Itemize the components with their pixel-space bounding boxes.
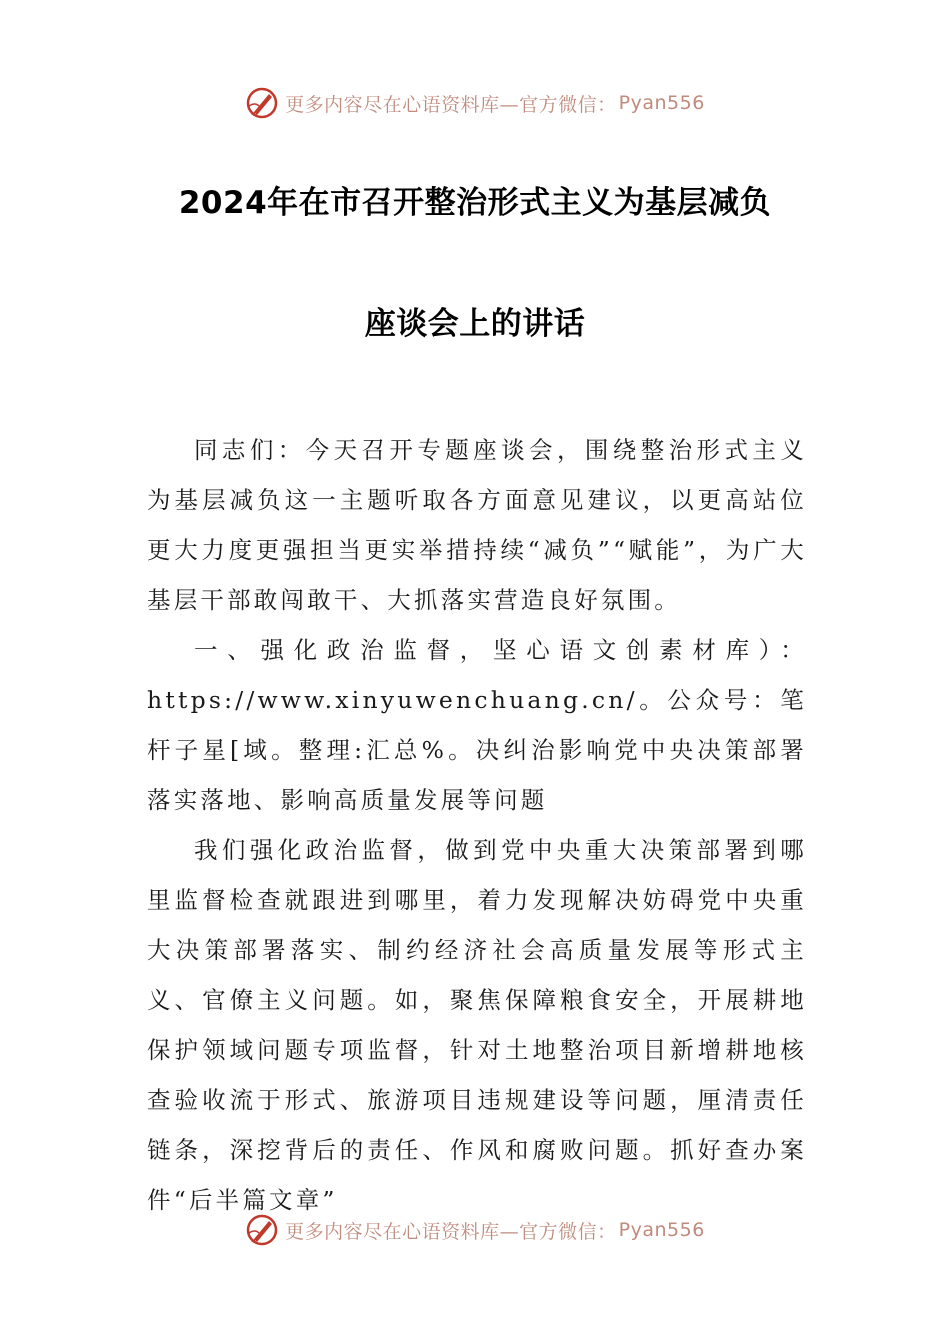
paragraph-opening: 同志们：今天召开专题座谈会，围绕整治形式主义为基层减负这一主题听取各方面意见建议，以更高站位更大力度更强担当更实举措持续“减负”“赋能”，为广大基层干部敢闯敢干、大抓落实营造良好氛围。: [147, 436, 807, 614]
header-wechat-id: Pyan556: [618, 92, 705, 114]
document-title-line2: 座谈会上的讲话: [364, 306, 586, 342]
pen-logo-icon: [245, 1213, 279, 1247]
header-watermark-banner: [0, 83, 950, 123]
footer-wechat-id: Pyan556: [618, 1219, 705, 1241]
document-title-line1: 2024年在市召开整治形式主义为基层减负: [178, 185, 772, 221]
paragraph-section-heading: 一、强化政治监督，坚心语文创素材库）：https://www.xinyuwenchuang.cn/。公众号：笔杆子星[域。整理:汇总%。决纠治影响党中央决策部署落实落地、影响高质量发展等问题: [147, 636, 807, 814]
footer-watermark-banner: [0, 1210, 950, 1250]
footer-banner-text: 更多内容尽在心语资料库—官方微信：: [285, 1220, 617, 1243]
paragraph-body: 我们强化政治监督，做到党中央重大决策部署到哪里监督检查就跟进到哪里，着力发现解决妨碍党中央重大决策部署落实、制约经济社会高质量发展等形式主义、官僚主义问题。如，聚焦保障粮食安全，开展耕地保护领域问题专项监督，针对土地整治项目新增耕地核查验收流于形式、旅游项目违规建设等问题，厘清责任链条，深挖背后的责任、作风和腐败问题。抓好查办案件“后半篇文章”: [147, 836, 807, 1214]
pen-logo-icon: [245, 86, 279, 120]
document-body: [147, 425, 807, 1225]
header-banner-text: 更多内容尽在心语资料库—官方微信：: [285, 93, 617, 116]
